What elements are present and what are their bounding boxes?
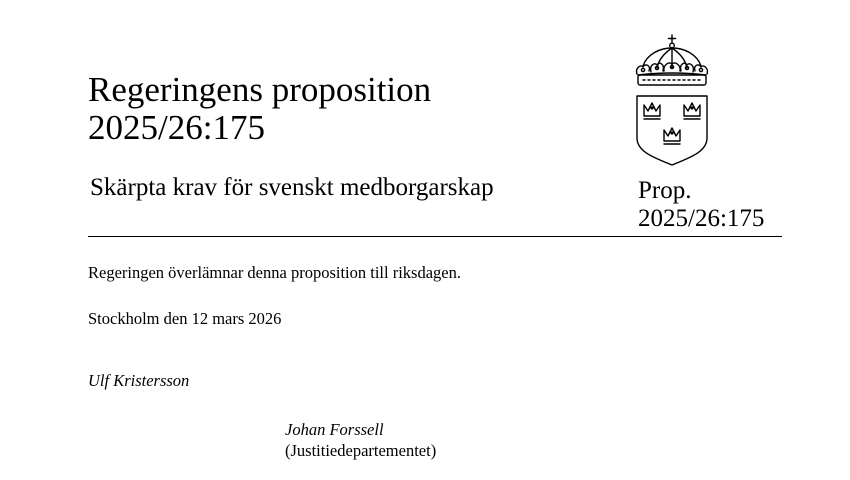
signer-prime-minister: Ulf Kristersson <box>88 371 190 390</box>
document-title <box>88 71 431 147</box>
swedish-coat-of-arms-icon <box>633 34 711 166</box>
signer-minister: Johan Forssell <box>285 420 384 439</box>
document-title-line2: 2025/26:175 <box>88 108 265 147</box>
place-and-date: Stockholm den 12 mars 2026 <box>88 309 282 328</box>
proposition-reference <box>638 177 764 233</box>
proposition-number: 2025/26:175 <box>638 205 765 232</box>
proposition-subject: Skärpta krav för svenskt medborgarskap <box>90 174 494 201</box>
intro-text: Regeringen överlämnar denna proposition till riksdagen. <box>88 263 461 282</box>
header-divider <box>88 236 782 237</box>
document-title-line1: Regeringens proposition <box>88 70 432 109</box>
department-name: (Justitiedepartementet) <box>285 441 437 460</box>
proposition-label: Prop. <box>638 177 692 204</box>
